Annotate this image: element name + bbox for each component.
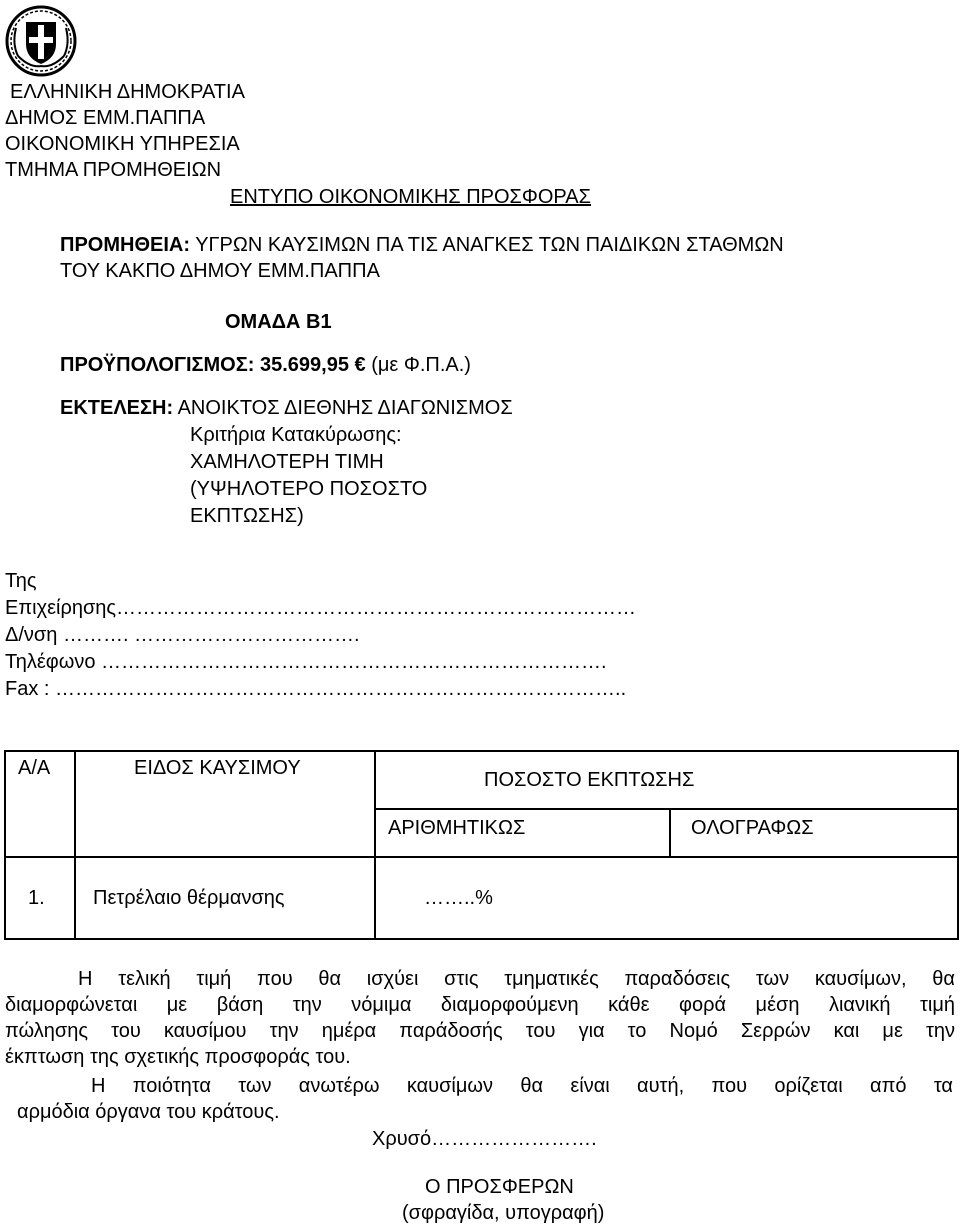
- col-numeric-header: ΑΡΙΘΜΗΤΙΚΩΣ: [375, 809, 670, 857]
- euro-symbol: €: [354, 354, 366, 376]
- criteria-line4: ΕΚΠΤΩΣΗΣ): [190, 505, 304, 527]
- criteria-line3: (ΥΨΗΛΟΤΕΡΟ ΠΟΣΟΣΤΟ: [190, 478, 428, 500]
- place-date: Χρυσό…………………….: [372, 1128, 597, 1150]
- procurement-text-line1: ΥΓΡΩΝ ΚΑΥΣΙΜΩΝ ΠΑ ΤΙΣ ΑΝΑΓΚΕΣ ΤΩΝ ΠΑΙΔΙΚΩΝ ΣΤΑΘΜΩΝ: [195, 234, 784, 256]
- row-discount-words: [670, 857, 958, 939]
- execution-label: ΕΚΤΕΛΕΣΗ:: [60, 397, 174, 419]
- price-terms-line3: πώλησης του καυσίμου την ημέρα παράδοσής του για το Νομό Σερρών και με την: [5, 1020, 955, 1042]
- row-fuel-type: Πετρέλαιο θέρμανσης: [75, 857, 375, 939]
- col-type-header: ΕΙΔΟΣ ΚΑΥΣΙΜΟΥ: [75, 751, 375, 857]
- col-words-header: ΟΛΟΓΡΑΦΩΣ: [670, 809, 958, 857]
- procurement-text-line2: ΤΟΥ ΚΑΚΠΟ ΔΗΜΟΥ ΕΜΜ.ΠΑΠΠΑ: [60, 260, 380, 282]
- group-label: ΟΜΑΔΑ Β1: [225, 311, 332, 333]
- header-service: ΟΙΚΟΝΟΜΙΚΗ ΥΠΗΡΕΣΙΑ: [5, 133, 240, 155]
- col-aa-header: Α/Α: [5, 751, 75, 857]
- price-terms-line1: Η τελική τιμή που θα ισχύει στις τμηματικές παραδόσεις των καυσίμων, θα: [78, 968, 955, 990]
- procurement-label: ΠΡΟΜΗΘΕΙΑ:: [60, 234, 190, 256]
- budget-note: (με Φ.Π.Α.): [371, 354, 471, 376]
- offer-table: [4, 750, 959, 940]
- price-terms-line4: έκπτωση της σχετικής προσφοράς του.: [5, 1046, 351, 1068]
- bidder-address-field: Δ/νση ………. …………………………….: [5, 624, 360, 646]
- table-header-row: [5, 751, 958, 809]
- signature-title: Ο ΠΡΟΣΦΕΡΩΝ: [425, 1176, 574, 1198]
- price-terms-paragraph: [5, 966, 955, 1070]
- header-country: ΕΛΛΗΝΙΚΗ ΔΗΜΟΚΡΑΤΙΑ: [10, 81, 245, 103]
- greek-coat-of-arms-emblem: [4, 4, 78, 78]
- quality-line1: Η ποιότητα των ανωτέρω καυσίμων θα είναι αυτή, που ορίζεται από τα: [91, 1075, 953, 1097]
- bidder-company-field: Επιχείρησης……………………………………………………………………: [5, 597, 637, 619]
- col-discount-header: ΠΟΣΟΣΤΟ ΕΚΠΤΩΣΗΣ: [375, 751, 958, 809]
- price-terms-line2: διαμορφώνεται με βάση την νόμιμα διαμορφούμενη κάθε φορά μέση λιανική τιμή: [5, 994, 955, 1016]
- signature-note: (σφραγίδα, υπογραφή): [402, 1202, 605, 1224]
- execution-value: ΑΝΟΙΚΤΟΣ ΔΙΕΘΝΗΣ ΔΙΑΓΩΝΙΣΜΟΣ: [177, 397, 513, 419]
- procurement-line1: [60, 233, 784, 257]
- bidder-fax-field: Fax : …………………………………………………………………………..: [5, 678, 627, 700]
- budget-amount: 35.699,95: [259, 354, 349, 376]
- criteria-line1: Κριτήρια Κατακύρωσης:: [190, 424, 402, 446]
- budget-label: ΠΡΟΫΠΟΛΟΓΙΣΜΟΣ:: [60, 354, 255, 376]
- execution-line: [60, 396, 513, 420]
- header-department: ΤΜΗΜΑ ΠΡΟΜΗΘΕΙΩΝ: [5, 159, 222, 181]
- criteria-line2: ΧΑΜΗΛΟΤΕΡΗ ΤΙΜΗ: [190, 451, 384, 473]
- row-discount-numeric: ……..%: [375, 857, 670, 939]
- bidder-tis: Της: [5, 570, 37, 592]
- table-row: [5, 857, 958, 939]
- quality-paragraph: [5, 1073, 955, 1125]
- form-title: ΕΝΤΥΠΟ ΟΙΚΟΝΟΜΙΚΗΣ ΠΡΟΣΦΟΡΑΣ: [230, 186, 591, 208]
- quality-line2: αρμόδια όργανα του κράτους.: [17, 1101, 280, 1123]
- bidder-phone-field: Τηλέφωνο ………………………………………………………………….: [5, 651, 607, 673]
- header-municipality: ΔΗΜΟΣ ΕΜΜ.ΠΑΠΠΑ: [5, 107, 206, 129]
- row-aa: 1.: [5, 857, 75, 939]
- budget-line: [60, 353, 471, 377]
